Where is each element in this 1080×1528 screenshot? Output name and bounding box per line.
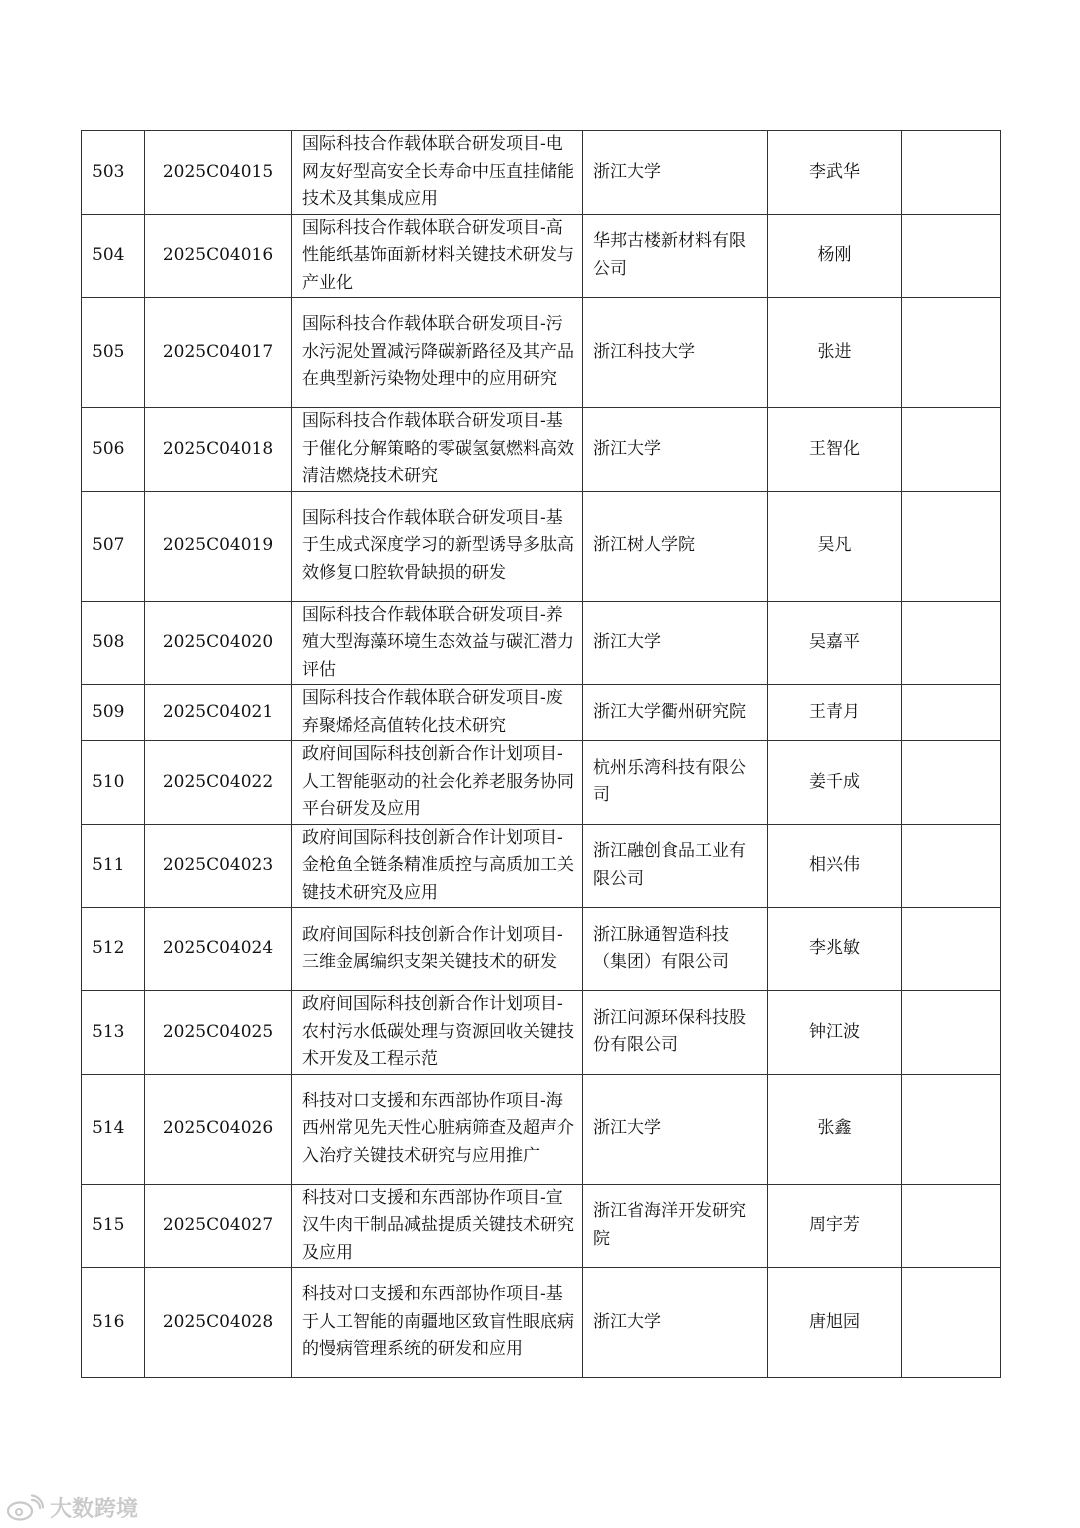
undertaking-unit: 浙江大学 [583, 131, 768, 215]
project-code: 2025C04019 [145, 491, 292, 601]
project-code: 2025C04016 [145, 214, 292, 298]
table-row [82, 741, 1001, 825]
remarks-cell [902, 1268, 1001, 1378]
project-name: 国际科技合作载体联合研发项目-电网友好型高安全长寿命中压直挂储能技术及其集成应用 [292, 131, 583, 215]
row-number: 516 [82, 1268, 145, 1378]
remarks-cell [902, 908, 1001, 991]
table-row [82, 1184, 1001, 1268]
undertaking-unit: 浙江省海洋开发研究院 [583, 1184, 768, 1268]
table-row [82, 824, 1001, 908]
row-number: 514 [82, 1074, 145, 1184]
watermark [6, 1492, 138, 1523]
table-row [82, 685, 1001, 741]
row-number: 505 [82, 298, 145, 408]
project-name: 国际科技合作载体联合研发项目-养殖大型海藻环境生态效益与碳汇潜力评估 [292, 601, 583, 685]
project-leader: 吴凡 [768, 491, 902, 601]
project-name: 政府间国际科技创新合作计划项目-三维金属编织支架关键技术的研发 [292, 908, 583, 991]
table-row [82, 298, 1001, 408]
project-name: 政府间国际科技创新合作计划项目-农村污水低碳处理与资源回收关键技术开发及工程示范 [292, 991, 583, 1075]
row-number: 503 [82, 131, 145, 215]
table-row [82, 408, 1001, 492]
project-leader: 王青月 [768, 685, 902, 741]
table-row [82, 491, 1001, 601]
project-leader: 唐旭园 [768, 1268, 902, 1378]
undertaking-unit: 浙江融创食品工业有限公司 [583, 824, 768, 908]
remarks-cell [902, 298, 1001, 408]
project-code: 2025C04017 [145, 298, 292, 408]
table-row [82, 214, 1001, 298]
project-code: 2025C04026 [145, 1074, 292, 1184]
project-leader: 张鑫 [768, 1074, 902, 1184]
project-code: 2025C04024 [145, 908, 292, 991]
project-code: 2025C04023 [145, 824, 292, 908]
undertaking-unit: 华邦古楼新材料有限公司 [583, 214, 768, 298]
remarks-cell [902, 824, 1001, 908]
project-code: 2025C04022 [145, 741, 292, 825]
project-leader: 李兆敏 [768, 908, 902, 991]
undertaking-unit: 浙江脉通智造科技（集团）有限公司 [583, 908, 768, 991]
remarks-cell [902, 408, 1001, 492]
table-row [82, 1074, 1001, 1184]
project-leader: 吴嘉平 [768, 601, 902, 685]
project-code: 2025C04021 [145, 685, 292, 741]
project-name: 国际科技合作载体联合研发项目-基于催化分解策略的零碳氢氨燃料高效清洁燃烧技术研究 [292, 408, 583, 492]
project-code: 2025C04028 [145, 1268, 292, 1378]
remarks-cell [902, 741, 1001, 825]
table-row [82, 601, 1001, 685]
remarks-cell [902, 601, 1001, 685]
row-number: 509 [82, 685, 145, 741]
project-name: 政府间国际科技创新合作计划项目-金枪鱼全链条精准质控与高质加工关键技术研究及应用 [292, 824, 583, 908]
weibo-logo-icon [6, 1494, 44, 1522]
project-leader: 李武华 [768, 131, 902, 215]
remarks-cell [902, 1074, 1001, 1184]
undertaking-unit: 浙江大学 [583, 408, 768, 492]
undertaking-unit: 浙江大学衢州研究院 [583, 685, 768, 741]
remarks-cell [902, 131, 1001, 215]
remarks-cell [902, 991, 1001, 1075]
table-body [82, 131, 1001, 1378]
project-leader: 姜千成 [768, 741, 902, 825]
remarks-cell [902, 1184, 1001, 1268]
project-leader: 钟江波 [768, 991, 902, 1075]
remarks-cell [902, 491, 1001, 601]
project-name: 国际科技合作载体联合研发项目-高性能纸基饰面新材料关键技术研发与产业化 [292, 214, 583, 298]
project-name: 政府间国际科技创新合作计划项目-人工智能驱动的社会化养老服务协同平台研发及应用 [292, 741, 583, 825]
undertaking-unit: 浙江大学 [583, 1268, 768, 1378]
project-name: 国际科技合作载体联合研发项目-污水污泥处置减污降碳新路径及其产品在典型新污染物处理中的应用研究 [292, 298, 583, 408]
table-row [82, 908, 1001, 991]
undertaking-unit: 浙江大学 [583, 601, 768, 685]
row-number: 508 [82, 601, 145, 685]
project-code: 2025C04027 [145, 1184, 292, 1268]
table-row [82, 131, 1001, 215]
project-name: 科技对口支援和东西部协作项目-基于人工智能的南疆地区致盲性眼底病的慢病管理系统的研发和应用 [292, 1268, 583, 1378]
project-name: 科技对口支援和东西部协作项目-海西州常见先天性心脏病筛查及超声介入治疗关键技术研究与应用推广 [292, 1074, 583, 1184]
row-number: 511 [82, 824, 145, 908]
project-leader: 杨刚 [768, 214, 902, 298]
row-number: 506 [82, 408, 145, 492]
watermark-text: 大数跨境 [50, 1497, 139, 1522]
project-name: 科技对口支援和东西部协作项目-宣汉牛肉干制品减盐提质关键技术研究及应用 [292, 1184, 583, 1268]
row-number: 504 [82, 214, 145, 298]
remarks-cell [902, 214, 1001, 298]
row-number: 510 [82, 741, 145, 825]
undertaking-unit: 浙江大学 [583, 1074, 768, 1184]
project-leader: 相兴伟 [768, 824, 902, 908]
remarks-cell [902, 685, 1001, 741]
project-name: 国际科技合作载体联合研发项目-基于生成式深度学习的新型诱导多肽高效修复口腔软骨缺损的研发 [292, 491, 583, 601]
table-row [82, 991, 1001, 1075]
project-code: 2025C04020 [145, 601, 292, 685]
undertaking-unit: 浙江科技大学 [583, 298, 768, 408]
row-number: 515 [82, 1184, 145, 1268]
undertaking-unit: 浙江问源环保科技股份有限公司 [583, 991, 768, 1075]
project-code: 2025C04015 [145, 131, 292, 215]
project-code: 2025C04025 [145, 991, 292, 1075]
row-number: 513 [82, 991, 145, 1075]
undertaking-unit: 浙江树人学院 [583, 491, 768, 601]
project-leader: 张进 [768, 298, 902, 408]
row-number: 512 [82, 908, 145, 991]
table-row [82, 1268, 1001, 1378]
project-list-table [81, 130, 1001, 1378]
row-number: 507 [82, 491, 145, 601]
project-name: 国际科技合作载体联合研发项目-废弃聚烯烃高值转化技术研究 [292, 685, 583, 741]
project-leader: 王智化 [768, 408, 902, 492]
project-code: 2025C04018 [145, 408, 292, 492]
undertaking-unit: 杭州乐湾科技有限公司 [583, 741, 768, 825]
project-leader: 周宇芳 [768, 1184, 902, 1268]
